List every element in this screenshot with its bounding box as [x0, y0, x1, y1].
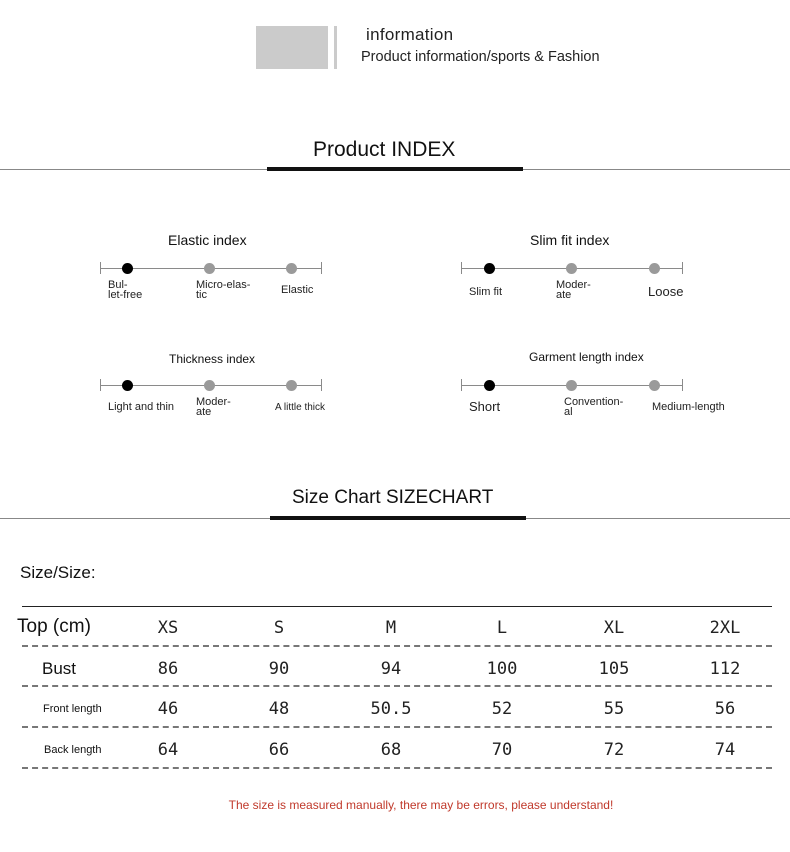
index-label: Micro-elas- tic [196, 279, 251, 301]
index-label: Moder- ate [196, 396, 231, 418]
index-tick [461, 262, 462, 274]
size-col-header: XS [157, 618, 179, 638]
index-tick [682, 262, 683, 274]
index-tick [100, 379, 101, 391]
table-top-rule [22, 606, 772, 607]
table-cell: 100 [486, 659, 518, 679]
table-cell: 112 [709, 659, 741, 679]
index-title: Garment length index [529, 350, 644, 364]
index-tick [321, 262, 322, 274]
table-cell: 46 [157, 699, 179, 719]
table-cell: 50.5 [370, 699, 412, 719]
index-title: Thickness index [169, 352, 256, 366]
logo-box [256, 26, 328, 69]
table-cell: 68 [380, 740, 402, 760]
header-divider [334, 26, 337, 69]
size-chart-heading: Size Chart SIZECHART [292, 487, 494, 508]
index-dot-active [122, 263, 133, 274]
index-dot [286, 263, 297, 274]
index-tick [321, 379, 322, 391]
table-row-divider [22, 767, 772, 769]
header-subtitle: Product information/sports & Fashion [361, 49, 600, 65]
table-cell: 74 [714, 740, 736, 760]
size-col-header: M [385, 618, 397, 638]
section-underline [270, 516, 526, 520]
table-cell: 86 [157, 659, 179, 679]
table-header-label: Top (cm) [17, 616, 91, 637]
index-dot-active [484, 263, 495, 274]
row-label: Bust [42, 659, 77, 678]
table-cell: 90 [268, 659, 290, 679]
size-col-header: 2XL [709, 618, 741, 638]
size-col-header: S [273, 618, 285, 638]
index-label: Slim fit [469, 286, 502, 298]
row-label: Front length [43, 703, 102, 715]
index-title: Slim fit index [530, 232, 610, 248]
index-label: Convention- al [564, 396, 624, 418]
size-col-header: XL [603, 618, 625, 638]
table-row-divider [22, 645, 772, 647]
index-dot [286, 380, 297, 391]
section-underline [267, 167, 523, 171]
size-col-header: L [496, 618, 508, 638]
table-cell: 94 [380, 659, 402, 679]
index-label: Moder- ate [556, 279, 591, 301]
table-cell: 105 [598, 659, 630, 679]
table-cell: 48 [268, 699, 290, 719]
index-title: Elastic index [168, 232, 247, 248]
index-dot [566, 380, 577, 391]
table-cell: 52 [491, 699, 513, 719]
index-label: Elastic [281, 284, 314, 296]
index-dot [649, 263, 660, 274]
size-label: Size/Size: [20, 563, 96, 582]
index-tick [461, 379, 462, 391]
index-label: Medium-length [652, 401, 725, 413]
index-dot-active [484, 380, 495, 391]
table-cell: 72 [603, 740, 625, 760]
index-label: Short [469, 399, 501, 414]
index-label: Loose [648, 284, 684, 299]
table-row-divider [22, 685, 772, 687]
header-title: information [366, 25, 454, 44]
index-tick [100, 262, 101, 274]
index-tick [682, 379, 683, 391]
index-dot [566, 263, 577, 274]
index-dot [204, 380, 215, 391]
index-label: A little thick [275, 402, 326, 413]
index-dot [649, 380, 660, 391]
index-label: Light and thin [108, 401, 175, 413]
table-cell: 64 [157, 740, 179, 760]
row-label: Back length [44, 744, 102, 756]
measurement-note: The size is measured manually, there may be errors, please understand! [228, 798, 614, 812]
index-dot-active [122, 380, 133, 391]
table-cell: 66 [268, 740, 290, 760]
index-label: Bul- let-free [108, 279, 143, 301]
table-cell: 70 [491, 740, 513, 760]
index-dot [204, 263, 215, 274]
product-index-heading: Product INDEX [313, 138, 456, 161]
table-cell: 56 [714, 699, 736, 719]
table-cell: 55 [603, 699, 625, 719]
table-row-divider [22, 726, 772, 728]
